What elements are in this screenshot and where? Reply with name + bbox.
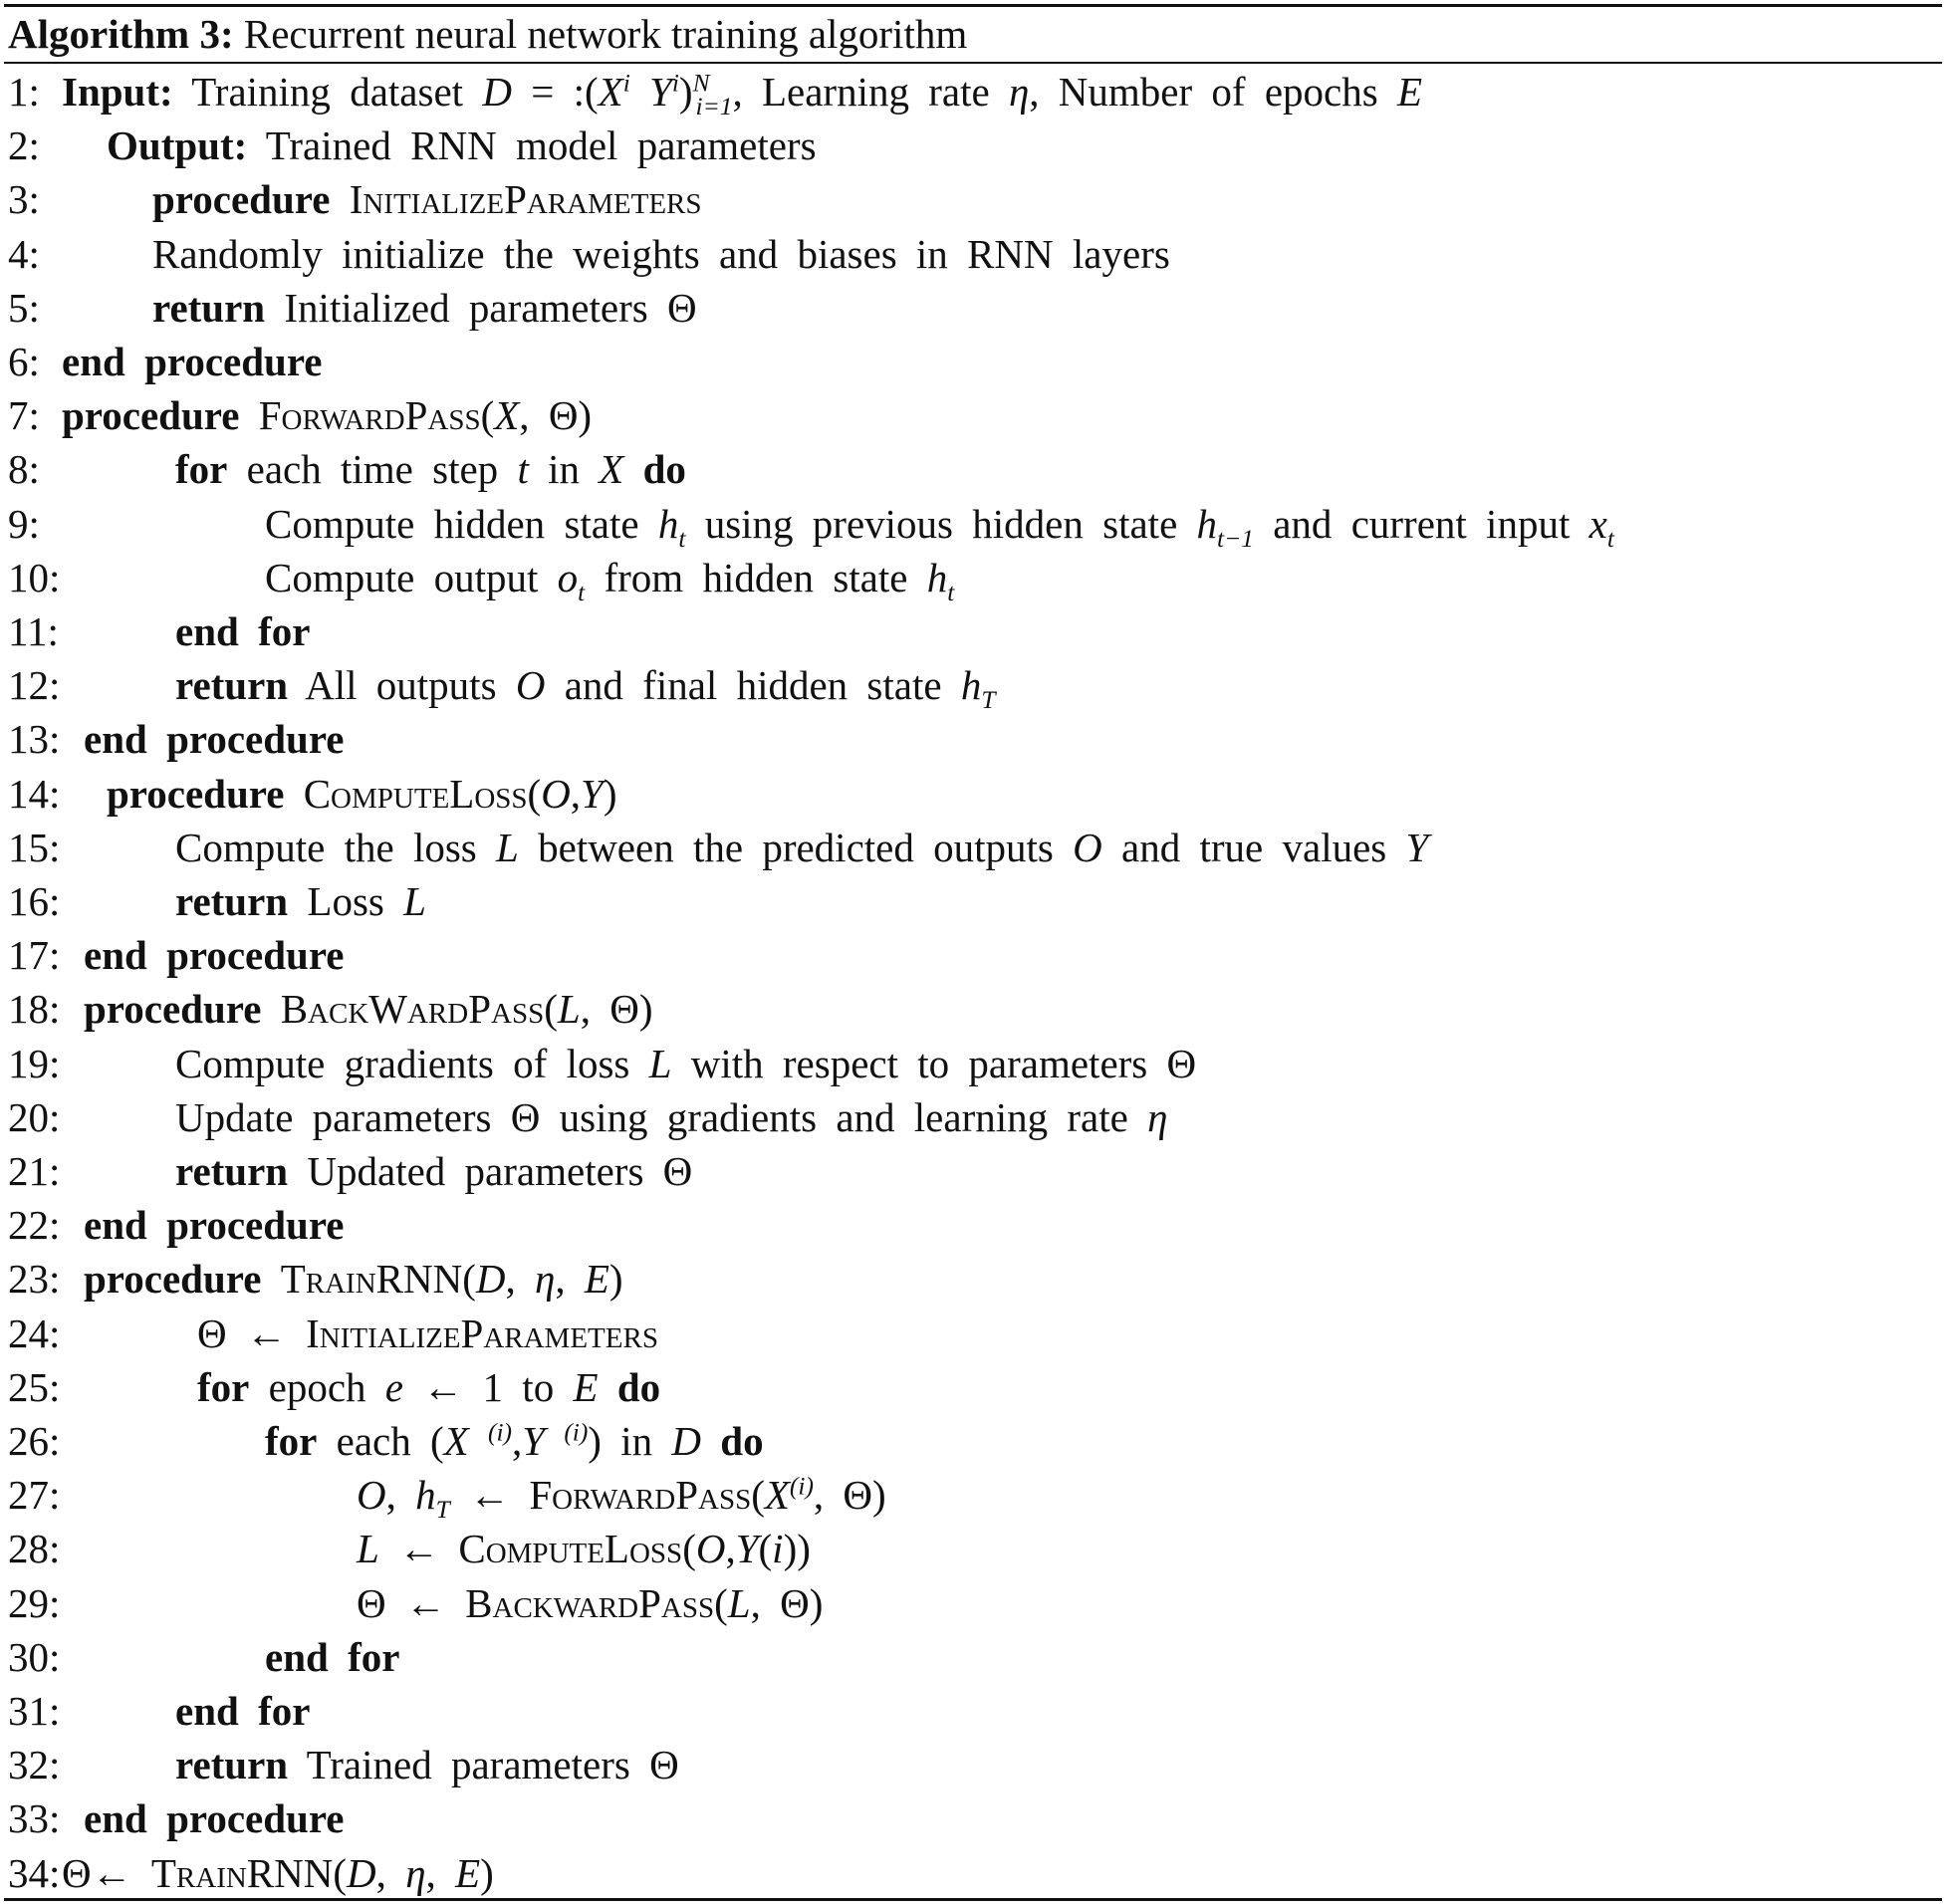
line-text: Θ ← BackwardPass(L, Θ) (357, 1579, 824, 1626)
algorithm-title: Recurrent neural network training algorithm (243, 11, 968, 57)
line-number: 21: (8, 1148, 61, 1194)
line-number: 12: (8, 662, 61, 709)
line-text: return Loss L (175, 878, 426, 924)
line-number: 34: (8, 1849, 61, 1896)
line-text: for epoch e ← 1 to E do (197, 1363, 661, 1410)
line-number: 11: (8, 608, 59, 654)
line-text: end for (175, 1688, 311, 1734)
line-text: return Updated parameters Θ (175, 1148, 693, 1194)
line-number: 27: (8, 1472, 61, 1519)
line-text: procedure ForwardPass(X, Θ) (62, 392, 593, 439)
bottom-rule (4, 1898, 1942, 1901)
line-text: for each time step t in X do (175, 446, 686, 493)
line-number: 8: (8, 446, 40, 493)
line-text: return Trained parameters Θ (175, 1742, 679, 1788)
line-text: Compute hidden state $h_t$ using previous hidden state $h_{t-1}$ and current input $x_t$ (265, 500, 1614, 553)
line-number: 25: (8, 1363, 61, 1410)
line-number: 20: (8, 1093, 61, 1140)
algorithm-label: Algorithm 3: (8, 11, 234, 57)
line-text: Randomly initialize the weights and biases in RNN layers (152, 230, 1170, 277)
line-number: 19: (8, 1040, 61, 1086)
line-number: 3: (8, 176, 40, 223)
line-number: 5: (8, 284, 40, 331)
line-number: 28: (8, 1526, 61, 1572)
line-number: 14: (8, 770, 61, 817)
line-number: 18: (8, 986, 61, 1033)
line-text: end for (175, 608, 311, 654)
line-text: Input: Training dataset $D = :(X^i$ $Y^i)^N_{i=1}$, Learning rate η, Number of epochs E (62, 69, 1423, 121)
line-text: end procedure (84, 1202, 345, 1249)
algorithm-caption (8, 6, 967, 62)
line-text: procedure ComputeLoss(O,Y) (107, 770, 617, 817)
line-text: return Initialized parameters Θ (152, 284, 697, 331)
line-number: 33: (8, 1795, 61, 1842)
line-number: 32: (8, 1742, 61, 1788)
line-text: Update parameters Θ using gradients and learning rate η (175, 1093, 1168, 1140)
line-text: L ← ComputeLoss(O,Y(i)) (357, 1526, 811, 1572)
line-text: Θ← TrainRNN(D, η, E) (62, 1849, 494, 1896)
line-number: 31: (8, 1688, 61, 1734)
line-number: 22: (8, 1202, 61, 1249)
line-text: end procedure (84, 932, 345, 979)
line-text: O, $h_T$ ← $ForwardPass(X^{(i)}$, Θ) (357, 1472, 886, 1525)
line-number: 15: (8, 824, 61, 870)
caption-rule (4, 62, 1942, 64)
line-number: 29: (8, 1579, 61, 1626)
line-text: procedure BackWardPass(L, Θ) (84, 986, 653, 1033)
line-number: 2: (8, 122, 40, 169)
line-number: 4: (8, 230, 40, 277)
line-text: Output: Trained RNN model parameters (107, 122, 817, 169)
line-number: 30: (8, 1633, 61, 1680)
line-text: procedure TrainRNN(D, η, E) (84, 1256, 623, 1303)
line-text: Compute the loss L between the predicted outputs O and true values Y (175, 824, 1429, 870)
line-number: 16: (8, 878, 61, 924)
line-text: Compute output $o_t$ from hidden state $h_t$ (265, 554, 955, 606)
line-text: for each (X $^{(i)}$,Y $^{(i)}$) in D do (265, 1418, 764, 1464)
line-number: 1: (8, 69, 40, 115)
line-text: Compute gradients of loss L with respect to parameters Θ (175, 1040, 1197, 1086)
line-text: end for (265, 1633, 400, 1680)
line-number: 23: (8, 1256, 61, 1303)
line-text: end procedure (84, 1795, 345, 1842)
line-text: Θ ← InitializeParameters (197, 1309, 658, 1356)
line-number: 9: (8, 500, 40, 547)
line-number: 10: (8, 554, 61, 600)
line-text: end procedure (62, 339, 323, 384)
line-number: 24: (8, 1309, 61, 1356)
line-number: 13: (8, 716, 61, 763)
line-number: 7: (8, 392, 40, 439)
line-text: return All outputs O and final hidden state $h_T$ (175, 662, 996, 715)
line-number: 6: (8, 339, 40, 384)
line-number: 26: (8, 1418, 61, 1464)
line-text: procedure InitializeParameters (152, 176, 702, 223)
line-text: end procedure (84, 716, 345, 763)
line-number: 17: (8, 932, 61, 979)
